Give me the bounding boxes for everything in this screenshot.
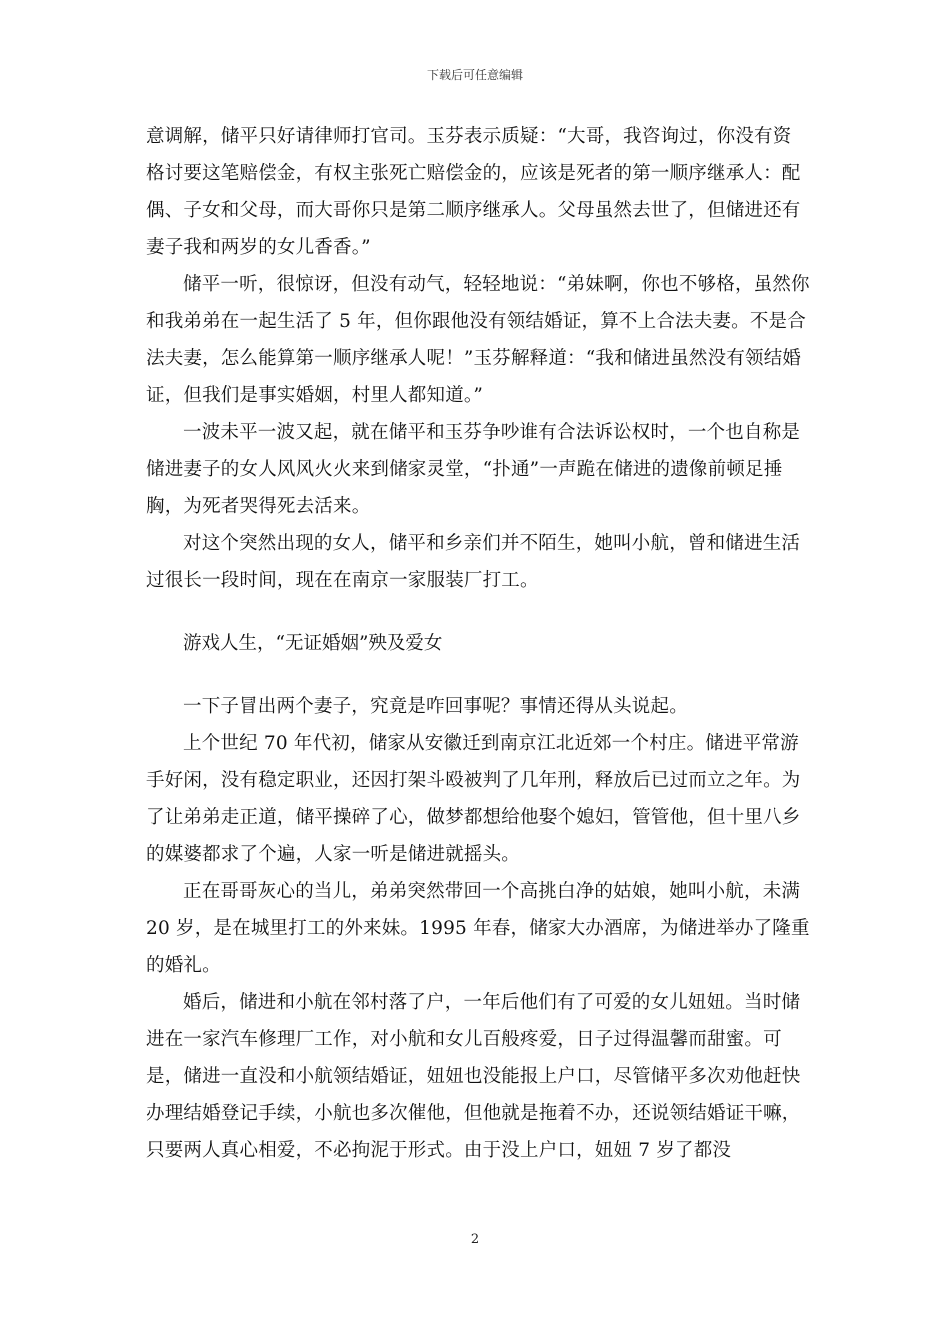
paragraph-8: 婚后，储进和小航在邻村落了户，一年后他们有了可爱的女儿妞妞。当时储进在一家汽车修理厂工作，对小航和女儿百般疼爱，日子过得温馨而甜蜜。可是，储进一直没和小航领结婚证，妞妞也没能报上户口，尽管储平多次劝他赶快办理结婚登记手续，小航也多次催他，但他就是拖着不办，还说领结婚证干嘛，只要两人真心相爱，不必拘泥于形式。由于没上户口，妞妞 7 岁了都没 [146, 992, 801, 1161]
paragraph-6: 上个世纪 70 年代初，储家从安徽迁到南京江北近郊一个村庄。储进平常游手好闲，没有稳定职业，还因打架斗殴被判了几年刑，释放后已过而立之年。为了让弟弟走正道，储平操碎了心，做梦都想给他娶个媳妇，管管他，但十里八乡的媒婆都求了个遍，人家一听是储进就摇头。 [146, 733, 801, 865]
paragraph-1: 意调解，储平只好请律师打官司。玉芬表示质疑：“大哥，我咨询过，你没有资格讨要这笔赔偿金，有权主张死亡赔偿金的，应该是死者的第一顺序继承人：配偶、子女和父母，而大哥你只是第二顺序继承人。父母虽然去世了，但储进还有妻子我和两岁的女儿香香。” [146, 126, 801, 258]
page-header: 下载后可任意编辑 [426, 68, 523, 82]
paragraph-3: 一波未平一波又起，就在储平和玉芬争吵谁有合法诉讼权时，一个也自称是储进妻子的女人风风火火来到储家灵堂，“扑通”一声跪在储进的遗像前顿足捶胸，为死者哭得死去活来。 [146, 422, 801, 517]
paragraph-4: 对这个突然出现的女人，储平和乡亲们并不陌生，她叫小航，曾和储进生活过很长一段时间，现在在南京一家服装厂打工。 [146, 533, 801, 591]
paragraph-2: 储平一听，很惊讶，但没有动气，轻轻地说：“弟妹啊，你也不够格，虽然你和我弟弟在一起生活了 5 年，但你跟他没有领结婚证，算不上合法夫妻。不是合法夫妻，怎么能算第一顺序继承人呢！”玉芬解释道：“我和储进虽然没有领结婚证，但我们是事实婚姻，村里人都知道。” [146, 274, 810, 406]
page-number: 2 [470, 1232, 480, 1247]
section-heading: 游戏人生，“无证婚姻”殃及爱女 [183, 633, 443, 654]
paragraph-7: 正在哥哥灰心的当儿，弟弟突然带回一个高挑白净的姑娘，她叫小航，未满 20 岁，是在城里打工的外来妹。1995 年春，储家大办酒席，为储进举办了隆重的婚礼。 [146, 881, 810, 976]
document-body [146, 118, 810, 1169]
paragraph-5: 一下子冒出两个妻子，究竟是咋回事呢？事情还得从头说起。 [183, 696, 688, 717]
